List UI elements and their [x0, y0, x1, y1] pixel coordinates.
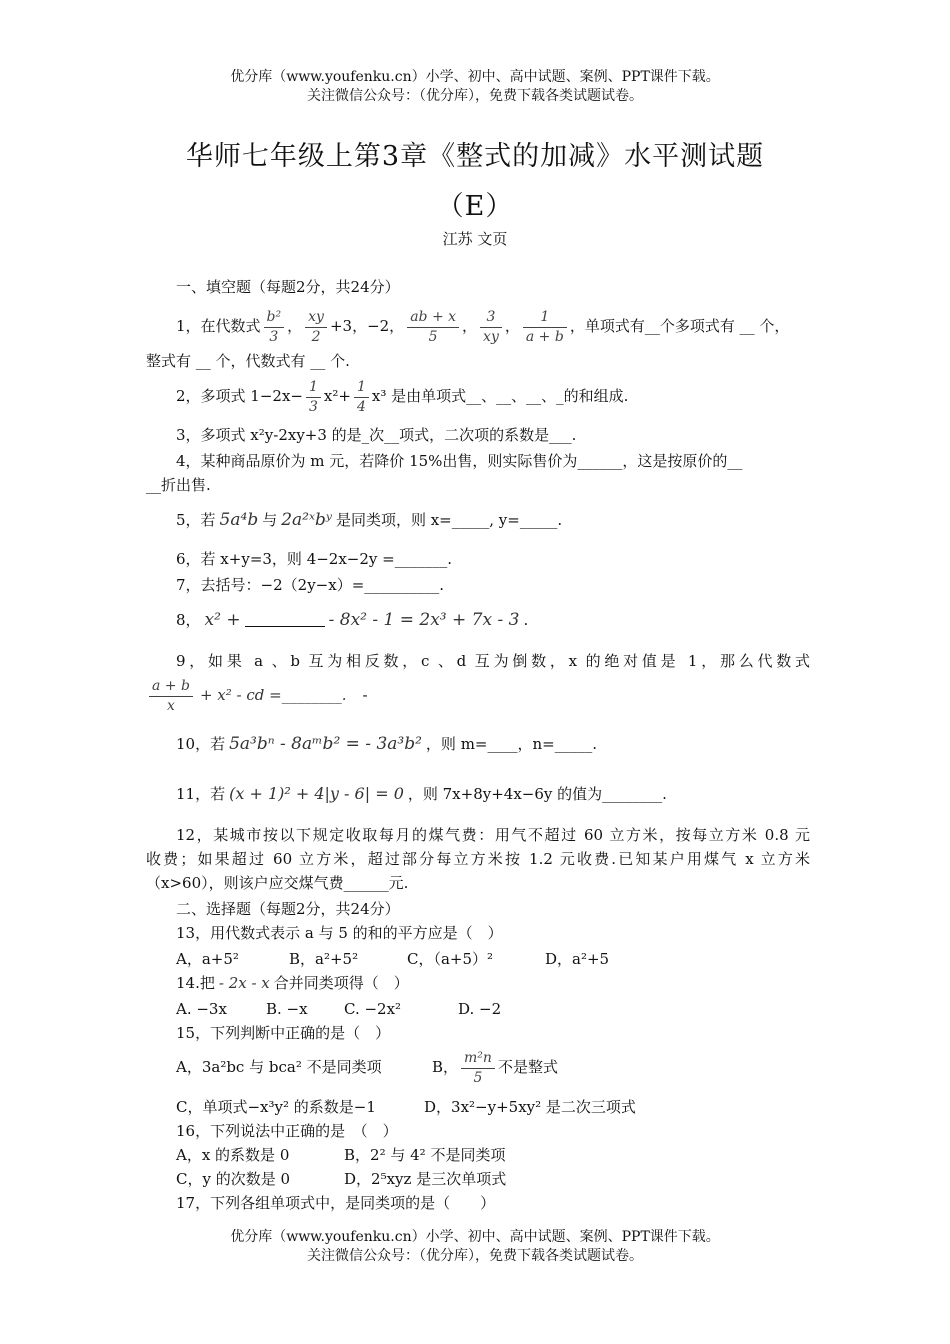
question-7: 7，去括号：−2（2y−x）=__________. [176, 576, 445, 594]
q1-fraction-3: $\frac{ab + x}{5}$ [407, 308, 459, 347]
q15-fraction: $\frac{\text{m²n}}{5}$ [461, 1049, 495, 1088]
question-14: 14.把 - 2x - x 合并同类项得（ ） [176, 974, 409, 992]
q11-equation: (x + 1)² + 4|y - 6| = 0 [229, 784, 404, 803]
q1-fraction-1: $\frac{\text{b²}}{3}$ [264, 308, 285, 347]
question-6: 6，若 x+y=3，则 4−2x−2y =_______. [176, 550, 452, 568]
q15-option-a: A，3a²bc 与 bca² 不是同类项 [176, 1058, 382, 1076]
question-8: 8， x² + - 8x² - 1 = 2x³ + 7x - 3 . [176, 610, 529, 630]
question-13: 13，用代数式表示 a 与 5 的和的平方应是（ ） [176, 924, 503, 942]
question-17: 17，下列各组单项式中，是同类项的是（ ） [176, 1194, 496, 1212]
q15-option-c: C，单项式−x³y² 的系数是−1 [176, 1098, 376, 1116]
question-16: 16，下列说法中正确的是 （ ） [176, 1122, 398, 1140]
question-4: 4，某种商品原价为 m 元，若降价 15%出售，则实际售价为______，这是按原价的__ [176, 452, 743, 470]
author: 江苏 文页 [442, 230, 508, 248]
footer-line-1: 优分库（www.youfenku.cn）小学、初中、高中试题、案例、PPT课件下载。 [230, 1229, 720, 1245]
question-5: 5，若 5a⁴b 与 2a²ˣbʸ 是同类项，则 x=_____, y=_____. [176, 510, 563, 530]
header-line-2: 关注微信公众号：（优分库），免费下载各类试题试卷。 [307, 88, 643, 104]
section1-heading: 一、填空题（每题2分，共24分） [176, 278, 400, 296]
q2-fraction-1: $\frac{1}{3}$ [306, 378, 321, 417]
q1-fraction-4: $\frac{3}{xy}$ [480, 308, 502, 347]
question-11: 11，若 (x + 1)² + 4|y - 6| = 0 ，则 7x+8y+4x−6y 的值为________. [176, 784, 667, 803]
q14-expression: - 2x - x [218, 974, 270, 992]
question-12: 12，某城市按以下规定收取每月的煤气费：用气不超过 60 立方米，按每立方米 0.8 元 [176, 826, 810, 844]
section2-heading: 二、选择题（每题2分，共24分） [176, 900, 400, 918]
question-15-options-cd [176, 1096, 810, 1118]
q14-option-b: B. −x [266, 1000, 308, 1018]
question-16-options-cd [176, 1168, 810, 1190]
question-12-line-3: （x>60），则该户应交煤气费______元. [146, 874, 409, 892]
q13-option-a: A，a+5² [176, 950, 239, 968]
question-15: 15，下列判断中正确的是（ ） [176, 1024, 391, 1042]
q1-fraction-2: $\frac{xy}{2}$ [305, 308, 327, 347]
page-subtitle: （E） [436, 191, 514, 222]
q1-prefix: 1，在代数式 [176, 317, 261, 335]
question-3: 3，多项式 x²y-2xy+3 的是_次__项式，二次项的系数是___. [176, 426, 577, 444]
q2-fraction-2: $\frac{1}{4}$ [354, 378, 369, 417]
question-1-line-2: 整式有 __ 个，代数式有 __ 个. [146, 352, 350, 370]
q16-option-a: A，x 的系数是 0 [176, 1146, 290, 1164]
q14-option-a: A. −3x [176, 1000, 227, 1018]
question-13-options [176, 948, 810, 970]
q13-option-d: D，a²+5 [545, 950, 610, 968]
question-2: 2，多项式 1−2x− $\frac{1}{3}$ x²+ $\frac{1}{4}$ x³ 是由单项式__、__、__、_的和组成. [176, 378, 629, 415]
footer-line-2: 关注微信公众号：（优分库），免费下载各类试题试卷。 [307, 1248, 643, 1264]
q13-option-b: B，a²+5² [289, 950, 359, 968]
question-10: 10，若 5a³bⁿ - 8aᵐb² = - 3a³b² ，则 m=____，n=_____. [176, 734, 597, 754]
q15-option-d: D，3x²−y+5xy² 是二次三项式 [424, 1098, 636, 1116]
question-12-line-2: 收费；如果超过 60 立方米，超过部分每立方米按 1.2 元收费.已知某户用煤气 x 立方米 [146, 850, 810, 868]
question-9: 9，如果 a 、b 互为相反数，c 、d 互为倒数，x 的绝对值是 1，那么代数式 [176, 652, 810, 670]
q16-option-c: C，y 的次数是 0 [176, 1170, 291, 1188]
q14-option-d: D. −2 [458, 1000, 502, 1018]
q14-option-c: C. −2x² [344, 1000, 402, 1018]
question-15-options-ab: A，3a²bc 与 bca² 不是同类项 B， $\frac{\text{m²n}}{5}$ 不是整式 [176, 1044, 810, 1090]
question-4-line-2: __折出售. [146, 476, 211, 494]
q16-option-d: D，2⁵xyz 是三次单项式 [344, 1170, 507, 1188]
q1-fraction-5: $\frac{1}{a + b}$ [523, 308, 567, 347]
header-line-1: 优分库（www.youfenku.cn）小学、初中、高中试题、案例、PPT课件下载。 [230, 69, 720, 85]
q9-fraction: $\frac{a + b}{x}$ [149, 677, 193, 716]
q8-answer-blank [245, 612, 325, 627]
q16-option-b: B，2² 与 4² 不是同类项 [344, 1146, 506, 1164]
q13-option-c: C，（a+5）² [407, 950, 494, 968]
q5-monomial-2: 2a²ˣbʸ [281, 510, 332, 530]
q10-equation: 5a³bⁿ - 8aᵐb² = - 3a³b² [229, 734, 422, 754]
page-title: 华师七年级上第3章《整式的加减》水平测试题 [185, 141, 765, 172]
question-1: 1，在代数式 $\frac{\text{b²}}{3}$ ， $\frac{xy}{2}$ +3，−2， $\frac{ab + x}{5}$ ， $\frac{3}{xy}$ ， $\frac{1}{a + b}$ ，单项式有__个多项式有 __ 个， [176, 308, 790, 345]
question-9-line-2: $\frac{a + b}{x}$ + x² - cd =________. - [146, 672, 810, 718]
q5-monomial-1: 5a⁴b [219, 510, 259, 530]
question-14-options [176, 998, 810, 1020]
question-16-options-ab [176, 1144, 810, 1166]
